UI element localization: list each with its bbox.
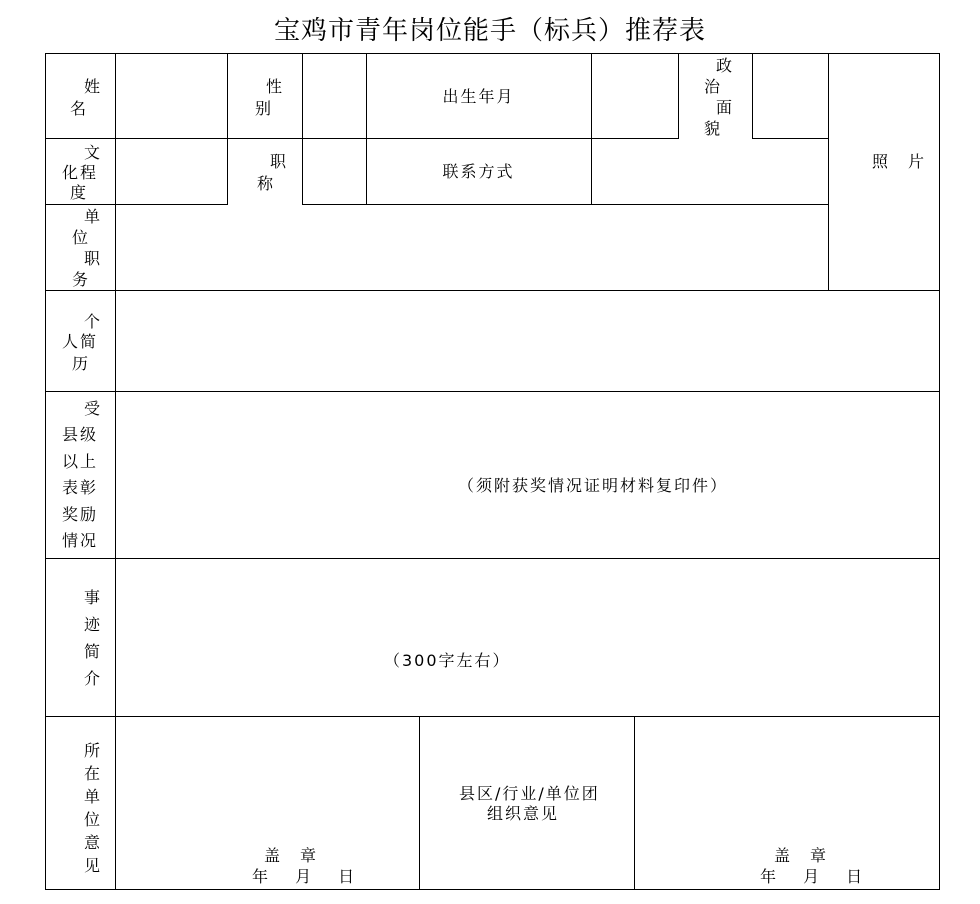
photo-area[interactable] xyxy=(829,54,939,290)
label-political-status: 政 xyxy=(716,56,735,75)
label-job-title: 职 xyxy=(270,152,289,171)
deeds-note: （300字左右） xyxy=(384,651,511,670)
label-deeds: 介 xyxy=(84,669,103,688)
label-unit-opinion: 在 xyxy=(84,764,103,783)
label-gender: 别 xyxy=(255,99,274,118)
label-awards: 奖励 xyxy=(62,505,99,524)
contact-field[interactable] xyxy=(592,139,828,204)
seal-label: 盖 章 xyxy=(264,846,319,865)
job-title-field[interactable] xyxy=(303,139,366,204)
date-label: 年 月 日 xyxy=(252,867,357,886)
label-name: 姓 xyxy=(84,77,103,96)
date-label: 年 月 日 xyxy=(760,867,865,886)
label-resume: 个 xyxy=(84,312,103,331)
label-deeds: 事 xyxy=(84,588,103,607)
birth-date-field[interactable] xyxy=(592,54,678,138)
name-field[interactable] xyxy=(116,54,227,138)
label-unit-opinion: 所 xyxy=(84,741,103,760)
label-unit-position: 单 xyxy=(84,207,103,226)
resume-field[interactable] xyxy=(116,291,939,391)
awards-field[interactable] xyxy=(116,392,939,558)
label-unit-opinion: 见 xyxy=(84,856,103,875)
gender-field[interactable] xyxy=(303,54,366,138)
label-awards: 受 xyxy=(84,399,103,418)
label-org-opinion: 县区/行业/单位团 xyxy=(459,784,600,803)
label-deeds: 简 xyxy=(84,642,103,661)
label-unit-position: 位 xyxy=(72,228,91,247)
seal-label: 盖 章 xyxy=(774,846,829,865)
label-education: 文 xyxy=(84,143,103,162)
label-resume: 人简 xyxy=(62,332,99,351)
political-status-field[interactable] xyxy=(753,54,828,138)
label-education: 化程 xyxy=(62,163,99,182)
label-awards: 表彰 xyxy=(62,478,99,497)
label-education: 度 xyxy=(70,183,89,202)
label-unit-opinion: 单 xyxy=(84,787,103,806)
label-political-status: 面 xyxy=(716,98,735,117)
label-deeds: 迹 xyxy=(84,615,103,634)
deeds-field[interactable] xyxy=(116,559,939,716)
label-resume: 历 xyxy=(72,354,91,373)
label-photo: 照 片 xyxy=(872,152,927,171)
label-awards: 以上 xyxy=(62,452,99,471)
form-title: 宝鸡市青年岗位能手（标兵）推荐表 xyxy=(273,16,706,46)
label-contact: 联系方式 xyxy=(442,162,515,181)
unit-position-field[interactable] xyxy=(116,205,828,290)
label-awards: 县级 xyxy=(62,425,99,444)
label-political-status: 治 xyxy=(704,77,723,96)
label-gender: 性 xyxy=(266,77,285,96)
label-unit-opinion: 意 xyxy=(84,833,103,852)
education-field[interactable] xyxy=(116,139,227,204)
label-org-opinion: 组织意见 xyxy=(487,804,560,823)
awards-note: （须附获奖情况证明材料复印件） xyxy=(458,476,729,495)
label-job-title: 称 xyxy=(257,174,276,193)
label-name: 名 xyxy=(70,99,89,118)
label-birth-date: 出生年月 xyxy=(442,87,515,106)
label-unit-opinion: 位 xyxy=(84,810,103,829)
label-awards: 情况 xyxy=(62,531,99,550)
label-political-status: 貌 xyxy=(704,119,723,138)
label-unit-position: 务 xyxy=(72,270,91,289)
label-unit-position: 职 xyxy=(84,249,103,268)
